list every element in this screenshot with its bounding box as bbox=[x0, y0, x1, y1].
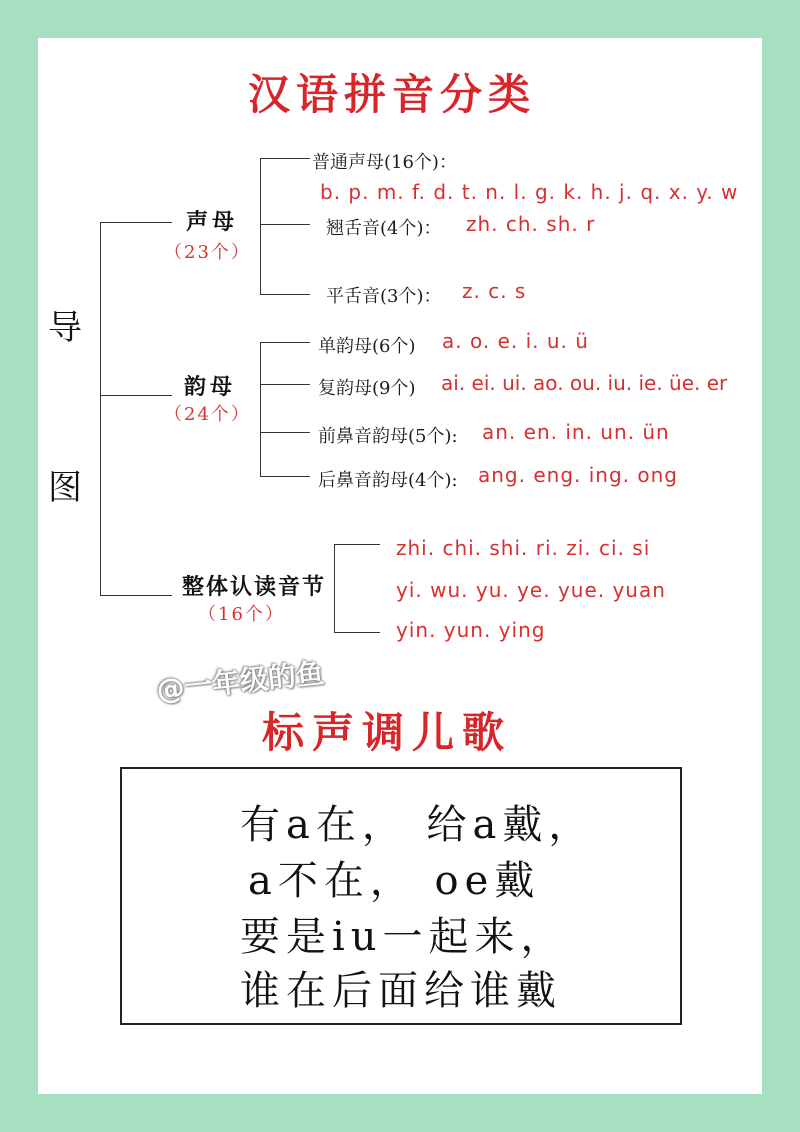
initials-branch-2 bbox=[260, 224, 310, 225]
initials-bracket bbox=[260, 158, 261, 294]
finals-branch-4 bbox=[260, 476, 310, 477]
author-watermark: @一年级的鱼 bbox=[154, 656, 326, 707]
song-line: a不在， oe戴 bbox=[248, 858, 541, 904]
song-title: 标声调儿歌 bbox=[262, 708, 513, 757]
initials-group-items: z. c. s bbox=[462, 279, 527, 303]
syllables-row: yi. wu. yu. ye. yue. yuan bbox=[396, 578, 666, 602]
finals-group-items: ang. eng. ing. ong bbox=[478, 463, 678, 487]
bracket-branch-finals bbox=[100, 395, 172, 396]
syllables-row: zhi. chi. shi. ri. zi. ci. si bbox=[396, 536, 651, 560]
main-bracket-line bbox=[100, 222, 101, 595]
initials-group-label: 翘舌音(4个)： bbox=[326, 218, 442, 239]
finals-group-items: ai. ei. ui. ao. ou. iu. ie. üe. er bbox=[441, 371, 728, 395]
syllables-bracket bbox=[334, 544, 335, 632]
syllables-branch-1 bbox=[334, 544, 380, 545]
initials-group-label: 平舌音(3个)： bbox=[326, 286, 442, 307]
bracket-branch-syllables bbox=[100, 595, 172, 596]
initials-heading: 声母 bbox=[186, 210, 239, 235]
bracket-branch-initials bbox=[100, 222, 172, 223]
finals-group-label: 前鼻音韵母(5个): bbox=[318, 426, 458, 447]
finals-group-label: 单韵母(6个) bbox=[318, 336, 416, 357]
song-line: 谁在后面给谁戴 bbox=[240, 968, 562, 1014]
finals-count: （24个） bbox=[164, 404, 251, 425]
initials-branch-3 bbox=[260, 294, 310, 295]
guide-char-1: 导 bbox=[48, 308, 82, 348]
syllables-branch-2 bbox=[334, 632, 380, 633]
syllables-count: （16个） bbox=[198, 604, 285, 625]
guide-char-2: 图 bbox=[48, 468, 82, 508]
finals-group-label: 复韵母(9个) bbox=[318, 378, 416, 399]
initials-group-items: zh. ch. sh. r bbox=[466, 212, 596, 236]
initials-branch-1 bbox=[260, 158, 310, 159]
initials-group-label: 普通声母(16个)： bbox=[312, 152, 457, 173]
finals-group-items: a. o. e. i. u. ü bbox=[442, 329, 589, 353]
syllables-heading: 整体认读音节 bbox=[182, 575, 327, 600]
page-title: 汉语拼音分类 bbox=[248, 70, 537, 119]
finals-branch-3 bbox=[260, 432, 310, 433]
finals-group-items: an. en. in. un. ün bbox=[482, 420, 670, 444]
song-box bbox=[120, 767, 682, 1025]
initials-count: （23个） bbox=[164, 242, 251, 263]
finals-branch-1 bbox=[260, 342, 310, 343]
song-line: 有a在， 给a戴， bbox=[240, 802, 595, 848]
initials-group-items: b. p. m. f. d. t. n. l. g. k. h. j. q. x. y. w bbox=[320, 180, 739, 204]
finals-bracket bbox=[260, 342, 261, 476]
song-line: 要是iu一起来， bbox=[240, 914, 567, 960]
finals-branch-2 bbox=[260, 384, 310, 385]
finals-group-label: 后鼻音韵母(4个): bbox=[318, 470, 458, 491]
syllables-row: yin. yun. ying bbox=[396, 618, 546, 642]
finals-heading: 韵母 bbox=[184, 375, 237, 400]
